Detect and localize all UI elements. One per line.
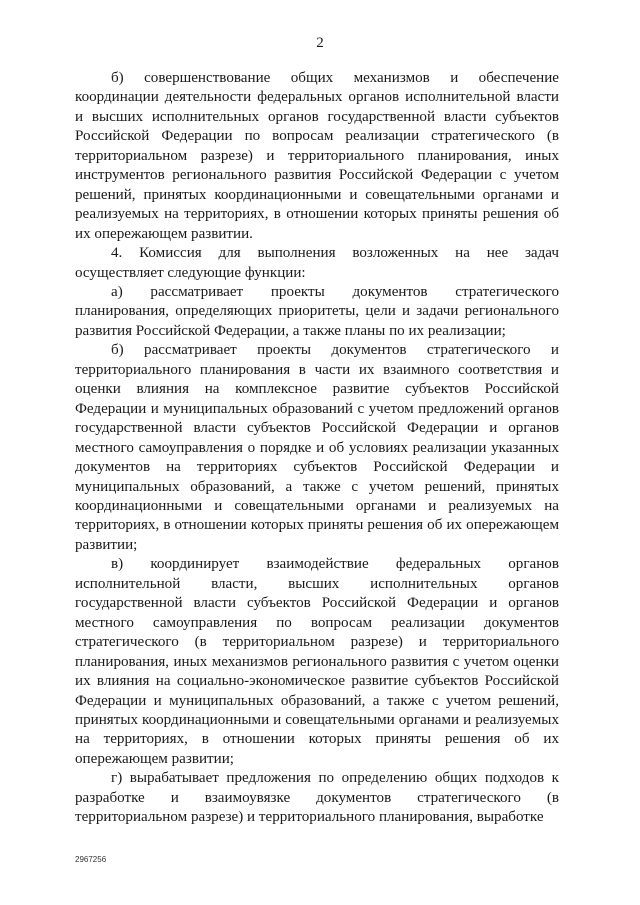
paragraph-a-review: а) рассматривает проекты документов стратегического планирования, определяющих приоритеты, цели и задачи регионального развития Российской Федерации, а также планы по их реализации;: [75, 283, 559, 339]
paragraph-v-coordinates: в) координирует взаимодействие федеральных органов исполнительной власти, высших исполнительных органов государственной власти субъектов Российской Федерации и органов местного самоуправления по вопросам реализации документов стратегического (в территориальном разрезе) и территориального планирования, иных механизмов регионального развития с учетом оценки их влияния на социально-экономическое развитие субъектов Российской Федерации и муниципальных образований, а также с учетом решений, принятых координационными и совещательными органами и реализуемых на территориях, в отношении которых приняты решения об их опережающем развитии;: [75, 556, 559, 767]
document-body: [75, 69, 559, 828]
document-code: 2967256: [75, 855, 107, 864]
paragraph-b-coordination: б) совершенствование общих механизмов и обеспечение координации деятельности федеральных органов исполнительной власти и высших исполнительных органов государственной власти субъектов Российской Федерации по вопросам реализации стратегического (в территориальном разрезе) и территориального планирования, иных инструментов регионального развития Российской Федерации с учетом решений, принятых координационными и совещательными органами и реализуемых на территориях, в отношении которых приняты решения об их опережающем развитии.: [75, 70, 559, 242]
page-number: 2: [316, 35, 324, 51]
paragraph-g-proposals: г) вырабатывает предложения по определению общих подходов к разработке и взаимоувязке документов стратегического (в территориальном разрезе) и территориального планирования, выработке: [75, 770, 559, 826]
paragraph-4-functions: 4. Комиссия для выполнения возложенных на нее задач осуществляет следующие функции:: [75, 245, 559, 281]
paragraph-b-review: б) рассматривает проекты документов стратегического и территориального планирования в части их взаимного соответствия и оценки влияния на комплексное развитие субъектов Российской Федерации и муниципальных образований с учетом предложений органов государственной власти субъектов Российской Федерации и органов местного самоуправления о порядке и об условиях реализации указанных документов на территориях субъектов Российской Федерации и муниципальных образований, а также с учетом решений, принятых координационными и совещательными органами и реализуемых на территориях, в отношении которых приняты решения об их опережающем развитии;: [75, 342, 559, 553]
